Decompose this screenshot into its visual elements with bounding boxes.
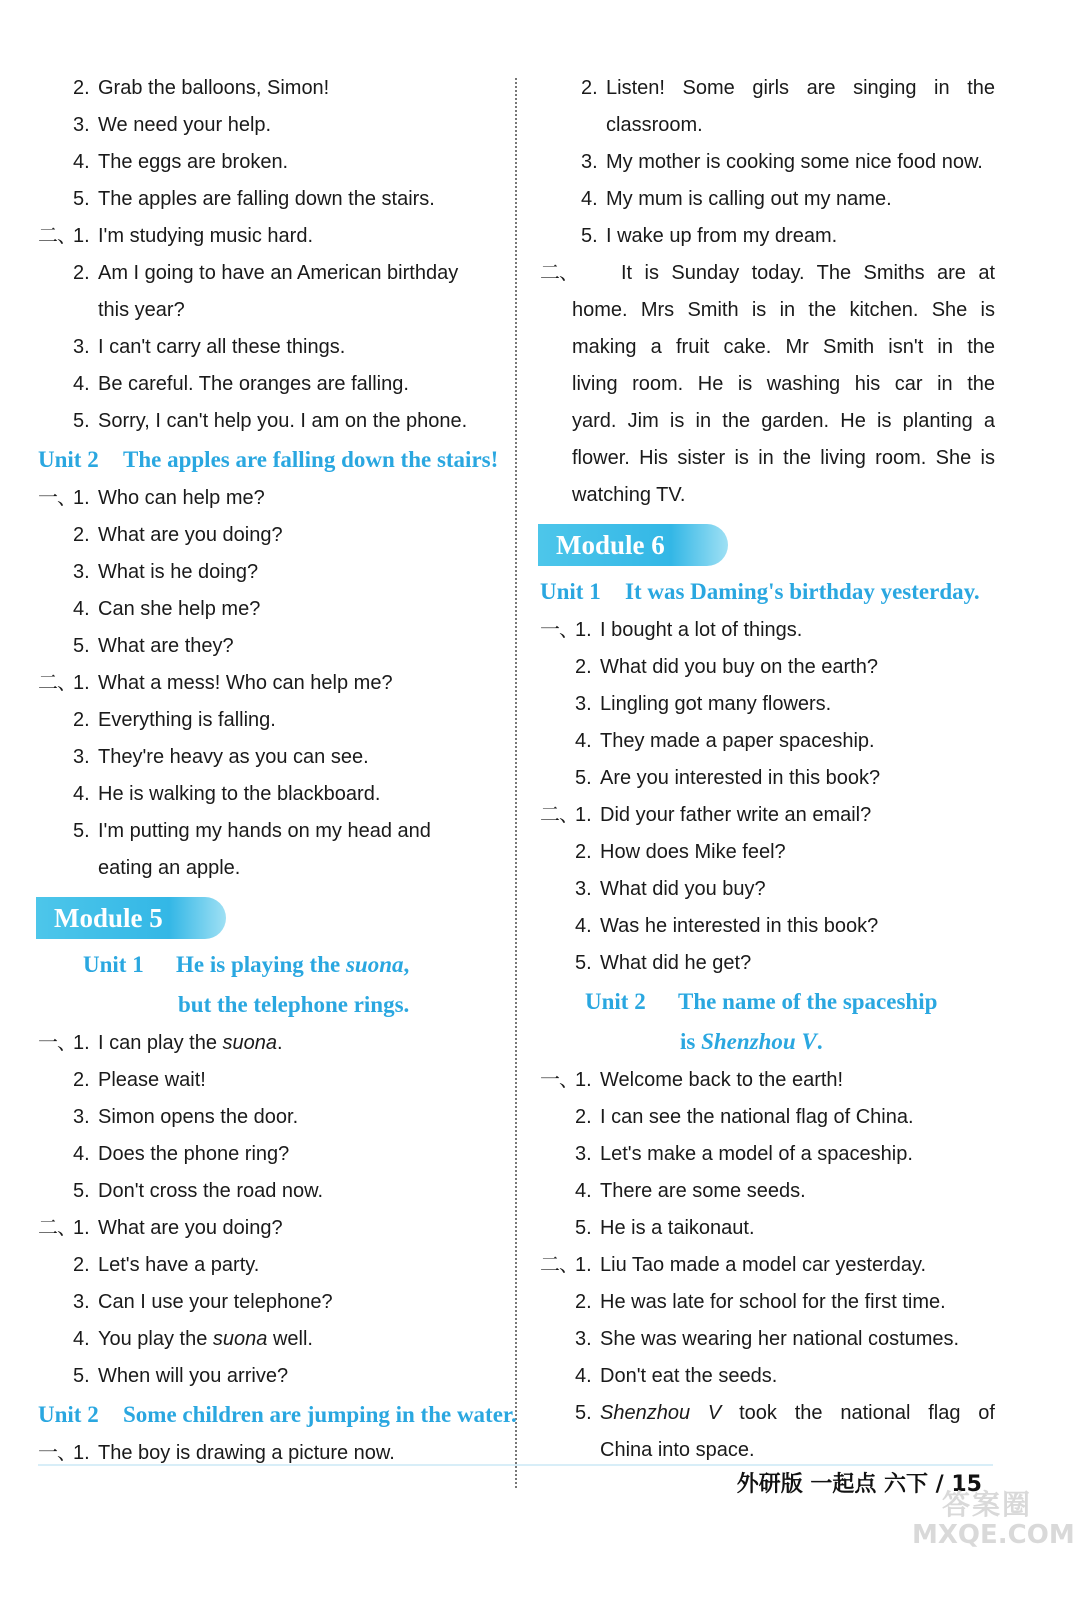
text-fragment: . bbox=[277, 1032, 283, 1054]
item-number: 3. bbox=[73, 561, 90, 583]
item-number: 3. bbox=[73, 336, 90, 358]
item-number: 3. bbox=[581, 151, 598, 173]
answer-line bbox=[38, 218, 496, 255]
unit-title: It was Daming's birthday yesterday. bbox=[625, 579, 980, 604]
answer-line bbox=[38, 107, 496, 144]
answer-line bbox=[540, 1136, 995, 1173]
item-number: 2. bbox=[575, 1106, 592, 1128]
answer-text: They're heavy as you can see. bbox=[98, 746, 369, 768]
reading-passage bbox=[540, 255, 995, 514]
unit-heading-continuation: but the telephone rings. bbox=[178, 992, 410, 1017]
item-number: 2. bbox=[73, 1069, 90, 1091]
answer-line bbox=[540, 1395, 995, 1432]
answer-text: We need your help. bbox=[98, 114, 272, 136]
answer-line bbox=[38, 1173, 496, 1210]
item-number: 3. bbox=[73, 1106, 90, 1128]
section-marker: 二、 bbox=[38, 672, 76, 694]
answer-line bbox=[38, 739, 496, 776]
answer-line bbox=[540, 1210, 995, 1247]
answer-text bbox=[98, 1025, 496, 1062]
answer-line bbox=[38, 480, 496, 517]
item-number: 1. bbox=[73, 1217, 90, 1239]
answer-text: What are you doing? bbox=[98, 1217, 283, 1239]
answer-text: The eggs are broken. bbox=[98, 151, 289, 173]
answer-line bbox=[38, 181, 496, 218]
answer-line bbox=[540, 1358, 995, 1395]
answer-text: What are they? bbox=[98, 635, 234, 657]
answer-text: Be careful. The oranges are falling. bbox=[98, 373, 409, 395]
right-column bbox=[540, 70, 995, 1469]
unit-heading bbox=[38, 1395, 517, 1435]
section-marker: 一、 bbox=[38, 1442, 76, 1464]
item-number: 2. bbox=[575, 656, 592, 678]
answer-text: Lingling got many flowers. bbox=[600, 693, 832, 715]
answer-text: eating an apple. bbox=[98, 857, 241, 879]
answer-line bbox=[38, 1099, 496, 1136]
left-column bbox=[38, 70, 517, 1472]
answer-text: He was late for school for the first time. bbox=[600, 1291, 946, 1313]
unit-label: Unit 2 bbox=[38, 1402, 99, 1427]
answer-line bbox=[540, 797, 995, 834]
unit-heading bbox=[38, 440, 499, 480]
section-marker: 一、 bbox=[38, 487, 76, 509]
answer-text bbox=[98, 1358, 496, 1395]
answer-line bbox=[38, 517, 496, 554]
section-marker: 二、 bbox=[540, 804, 578, 826]
item-number: 5. bbox=[73, 188, 90, 210]
answer-text: I'm putting my hands on my head and bbox=[98, 820, 431, 842]
unit-label: Unit 1 bbox=[83, 952, 144, 977]
answer-line bbox=[540, 760, 995, 797]
item-number: 4. bbox=[73, 1328, 90, 1350]
item-number: 1. bbox=[575, 1069, 592, 1091]
answer-line bbox=[38, 1284, 496, 1321]
section-marker: 一、 bbox=[540, 619, 578, 641]
answer-text: Let's make a model of a spaceship. bbox=[600, 1143, 913, 1165]
answer-text: Don't eat the seeds. bbox=[600, 1365, 778, 1387]
item-number: 5. bbox=[575, 767, 592, 789]
item-number: 5. bbox=[73, 635, 90, 657]
answer-text: What did you buy? bbox=[600, 878, 766, 900]
answer-text: How does Mike feel? bbox=[600, 841, 786, 863]
answer-line bbox=[38, 665, 496, 702]
answer-line bbox=[540, 723, 995, 760]
passage-line bbox=[540, 440, 995, 477]
answer-line bbox=[38, 850, 496, 887]
item-number: 5. bbox=[581, 225, 598, 247]
answer-text: classroom. bbox=[606, 114, 703, 136]
item-number: 2. bbox=[73, 1254, 90, 1276]
answer-line bbox=[38, 776, 496, 813]
unit-title: . bbox=[816, 1029, 823, 1054]
unit-title: , bbox=[403, 952, 410, 977]
text-fragment: well. bbox=[267, 1328, 313, 1350]
answer-text: Does the phone ring? bbox=[98, 1143, 290, 1165]
item-number: 3. bbox=[575, 878, 592, 900]
answer-line bbox=[38, 813, 496, 850]
answer-line bbox=[540, 649, 995, 686]
unit-title-italic: suona bbox=[345, 952, 404, 977]
answer-line bbox=[38, 1247, 496, 1284]
answer-text: Liu Tao made a model car yesterday. bbox=[600, 1254, 927, 1276]
right-block-1 bbox=[540, 70, 995, 255]
passage-line bbox=[540, 329, 995, 366]
item-number: 1. bbox=[73, 1032, 90, 1054]
answer-text: Did your father write an email? bbox=[600, 804, 872, 826]
column-divider bbox=[515, 78, 517, 1488]
item-number: 3. bbox=[73, 114, 90, 136]
answer-text: Can she help me? bbox=[98, 598, 261, 620]
answer-line bbox=[540, 1099, 995, 1136]
section-marker: 一、 bbox=[38, 1032, 76, 1054]
text-fragment: I can play the bbox=[98, 1032, 223, 1054]
answer-line bbox=[38, 1025, 496, 1062]
answer-line bbox=[38, 591, 496, 628]
answer-line bbox=[38, 1136, 496, 1173]
answer-line bbox=[38, 628, 496, 665]
answer-line bbox=[546, 70, 995, 107]
watermark-logo bbox=[912, 1488, 1075, 1570]
answer-line bbox=[38, 702, 496, 739]
italic-term: suona bbox=[222, 1032, 278, 1054]
item-number: 2. bbox=[581, 77, 598, 99]
answer-text: My mother is cooking some nice food now. bbox=[606, 151, 983, 173]
answer-line bbox=[546, 107, 995, 144]
answer-text bbox=[98, 1435, 496, 1472]
answer-text: Everything is falling. bbox=[98, 709, 276, 731]
answer-text: Let's have a party. bbox=[98, 1254, 260, 1276]
answer-text: I wake up from my dream. bbox=[606, 225, 838, 247]
item-number: 1. bbox=[73, 487, 90, 509]
passage-line bbox=[540, 292, 995, 329]
answer-text: There are some seeds. bbox=[600, 1180, 806, 1202]
answer-text: Welcome back to the earth! bbox=[600, 1069, 844, 1091]
item-number: 5. bbox=[73, 410, 90, 432]
answer-line bbox=[546, 144, 995, 181]
answer-text: Don't cross the road now. bbox=[98, 1180, 324, 1202]
item-number: 4. bbox=[581, 188, 598, 210]
unit-label: Unit 2 bbox=[585, 989, 646, 1014]
item-number: 2. bbox=[73, 77, 90, 99]
item-number: 4. bbox=[73, 373, 90, 395]
unit-title: The name of the spaceship bbox=[678, 989, 938, 1014]
footer-rule bbox=[38, 1464, 993, 1466]
text-fragment: took the national flag of bbox=[721, 1402, 995, 1424]
passage-line bbox=[540, 477, 995, 514]
item-number: 4. bbox=[73, 1143, 90, 1165]
unit-title-italic: Shenzhou V bbox=[701, 1029, 817, 1054]
answer-line bbox=[540, 1321, 995, 1358]
item-number: 1. bbox=[575, 804, 592, 826]
item-number: 3. bbox=[575, 1328, 592, 1350]
watermark-url: MXQE.COM bbox=[912, 1520, 1075, 1550]
text-fragment: The boy is drawing a picture now. bbox=[98, 1442, 395, 1464]
unit-title: is bbox=[680, 1029, 702, 1054]
answer-text: They made a paper spaceship. bbox=[600, 730, 875, 752]
item-number: 2. bbox=[73, 709, 90, 731]
unit-title: The apples are falling down the stairs! bbox=[123, 447, 499, 472]
answer-line bbox=[38, 1358, 496, 1395]
answer-text: What did he get? bbox=[600, 952, 752, 974]
answer-line bbox=[38, 144, 496, 181]
item-number: 1. bbox=[73, 672, 90, 694]
answer-text: What a mess! Who can help me? bbox=[98, 672, 393, 694]
item-number: 2. bbox=[73, 524, 90, 546]
item-number: 5. bbox=[73, 1180, 90, 1202]
answer-line bbox=[38, 1210, 496, 1247]
answer-text bbox=[98, 1321, 496, 1358]
answer-text bbox=[600, 1395, 995, 1432]
answer-line bbox=[38, 1435, 496, 1472]
answer-line bbox=[540, 1247, 995, 1284]
answer-text: I can see the national flag of China. bbox=[600, 1106, 914, 1128]
answer-text: What is he doing? bbox=[98, 561, 259, 583]
answer-line bbox=[38, 292, 496, 329]
answer-text: China into space. bbox=[600, 1439, 755, 1461]
item-number: 2. bbox=[575, 841, 592, 863]
answer-line bbox=[546, 218, 995, 255]
unit-heading bbox=[540, 982, 995, 1022]
item-number: 5. bbox=[575, 1217, 592, 1239]
answer-line bbox=[540, 686, 995, 723]
unit-heading bbox=[38, 945, 496, 985]
item-number: 1. bbox=[73, 225, 90, 247]
answer-text: She was wearing her national costumes. bbox=[600, 1328, 960, 1350]
page-footer: 外研版 一起点 六下 / 15 bbox=[736, 1472, 982, 1497]
section-marker: 一、 bbox=[540, 1069, 578, 1091]
answer-line bbox=[540, 945, 995, 982]
answer-line bbox=[546, 181, 995, 218]
answer-line bbox=[38, 1062, 496, 1099]
passage-text: living room. He is washing his car in the bbox=[572, 373, 995, 395]
text-fragment: You play the bbox=[98, 1328, 213, 1350]
answer-text: I can't carry all these things. bbox=[98, 336, 346, 358]
answer-line bbox=[540, 871, 995, 908]
unit-title: He is playing the bbox=[176, 952, 346, 977]
passage-first-line bbox=[540, 255, 995, 292]
answer-text: Who can help me? bbox=[98, 487, 265, 509]
item-number: 4. bbox=[575, 1365, 592, 1387]
item-number: 1. bbox=[575, 619, 592, 641]
answer-text: Please wait! bbox=[98, 1069, 206, 1091]
answer-line bbox=[38, 366, 496, 403]
passage-text: yard. Jim is in the garden. He is planting a bbox=[572, 410, 995, 432]
section-marker: 二、 bbox=[540, 1254, 578, 1276]
item-number: 2. bbox=[73, 262, 90, 284]
answer-text: this year? bbox=[98, 299, 185, 321]
answer-text: What did you buy on the earth? bbox=[600, 656, 878, 678]
answer-text: What are you doing? bbox=[98, 524, 283, 546]
passage-line bbox=[540, 403, 995, 440]
item-number: 4. bbox=[73, 598, 90, 620]
section-marker: 二、 bbox=[38, 225, 76, 247]
answer-line bbox=[38, 403, 496, 440]
passage-text: flower. His sister is in the living room. She is bbox=[572, 447, 995, 469]
answer-line bbox=[38, 329, 496, 366]
answer-text: Was he interested in this book? bbox=[600, 915, 879, 937]
passage-text: It is Sunday today. The Smiths are at bbox=[621, 262, 995, 284]
item-number: 3. bbox=[73, 746, 90, 768]
item-number: 3. bbox=[575, 693, 592, 715]
watermark-text: 答案圈 bbox=[941, 1488, 1032, 1521]
answer-line bbox=[540, 908, 995, 945]
item-number: 5. bbox=[575, 1402, 592, 1424]
item-number: 4. bbox=[575, 915, 592, 937]
item-number: 4. bbox=[73, 783, 90, 805]
passage-text: home. Mrs Smith is in the kitchen. She is bbox=[572, 299, 995, 321]
module-6-banner: Module 6 bbox=[538, 524, 728, 566]
text-fragment: When will you arrive? bbox=[98, 1365, 289, 1387]
answer-text: He is a taikonaut. bbox=[600, 1217, 755, 1239]
italic-term: Shenzhou V bbox=[600, 1402, 722, 1424]
answer-line bbox=[38, 70, 496, 107]
answer-text: The apples are falling down the stairs. bbox=[98, 188, 435, 210]
answer-text: Am I going to have an American birthday bbox=[98, 262, 459, 284]
answer-text: Listen! Some girls are singing in the bbox=[606, 77, 995, 99]
answer-line bbox=[540, 1284, 995, 1321]
answer-line bbox=[540, 1062, 995, 1099]
answer-text: I'm studying music hard. bbox=[98, 225, 314, 247]
item-number: 2. bbox=[575, 1291, 592, 1313]
answer-text: Sorry, I can't help you. I am on the phone. bbox=[98, 410, 468, 432]
item-number: 3. bbox=[73, 1291, 90, 1313]
answer-line bbox=[38, 1321, 496, 1358]
item-number: 4. bbox=[575, 730, 592, 752]
answer-text: My mum is calling out my name. bbox=[606, 188, 892, 210]
unit-heading bbox=[540, 572, 995, 612]
unit-heading-continuation bbox=[540, 1022, 995, 1062]
answer-text: Grab the balloons, Simon! bbox=[98, 77, 330, 99]
item-number: 1. bbox=[73, 1442, 90, 1464]
unit-title: Some children are jumping in the water. bbox=[123, 1402, 517, 1427]
section-marker: 二、 bbox=[540, 262, 578, 284]
answer-text: Are you interested in this book? bbox=[600, 767, 881, 789]
section-marker: 二、 bbox=[38, 1217, 76, 1239]
item-number: 3. bbox=[575, 1143, 592, 1165]
passage-text: making a fruit cake. Mr Smith isn't in the bbox=[572, 336, 995, 358]
answer-line bbox=[540, 834, 995, 871]
module-5-banner: Module 5 bbox=[36, 897, 226, 939]
item-number: 5. bbox=[73, 820, 90, 842]
unit-label: Unit 1 bbox=[540, 579, 601, 604]
unit-label: Unit 2 bbox=[38, 447, 99, 472]
answer-line bbox=[38, 554, 496, 591]
item-number: 4. bbox=[73, 151, 90, 173]
italic-term: suona bbox=[212, 1328, 268, 1350]
passage-line bbox=[540, 366, 995, 403]
answer-line bbox=[540, 612, 995, 649]
passage-text: watching TV. bbox=[572, 484, 686, 506]
item-number: 1. bbox=[575, 1254, 592, 1276]
answer-line bbox=[540, 1173, 995, 1210]
item-number: 5. bbox=[575, 952, 592, 974]
answer-line bbox=[38, 255, 496, 292]
answer-text: Simon opens the door. bbox=[98, 1106, 299, 1128]
answer-text: He is walking to the blackboard. bbox=[98, 783, 381, 805]
answer-text: Can I use your telephone? bbox=[98, 1291, 333, 1313]
item-number: 4. bbox=[575, 1180, 592, 1202]
item-number: 5. bbox=[73, 1365, 90, 1387]
answer-text: I bought a lot of things. bbox=[600, 619, 803, 641]
